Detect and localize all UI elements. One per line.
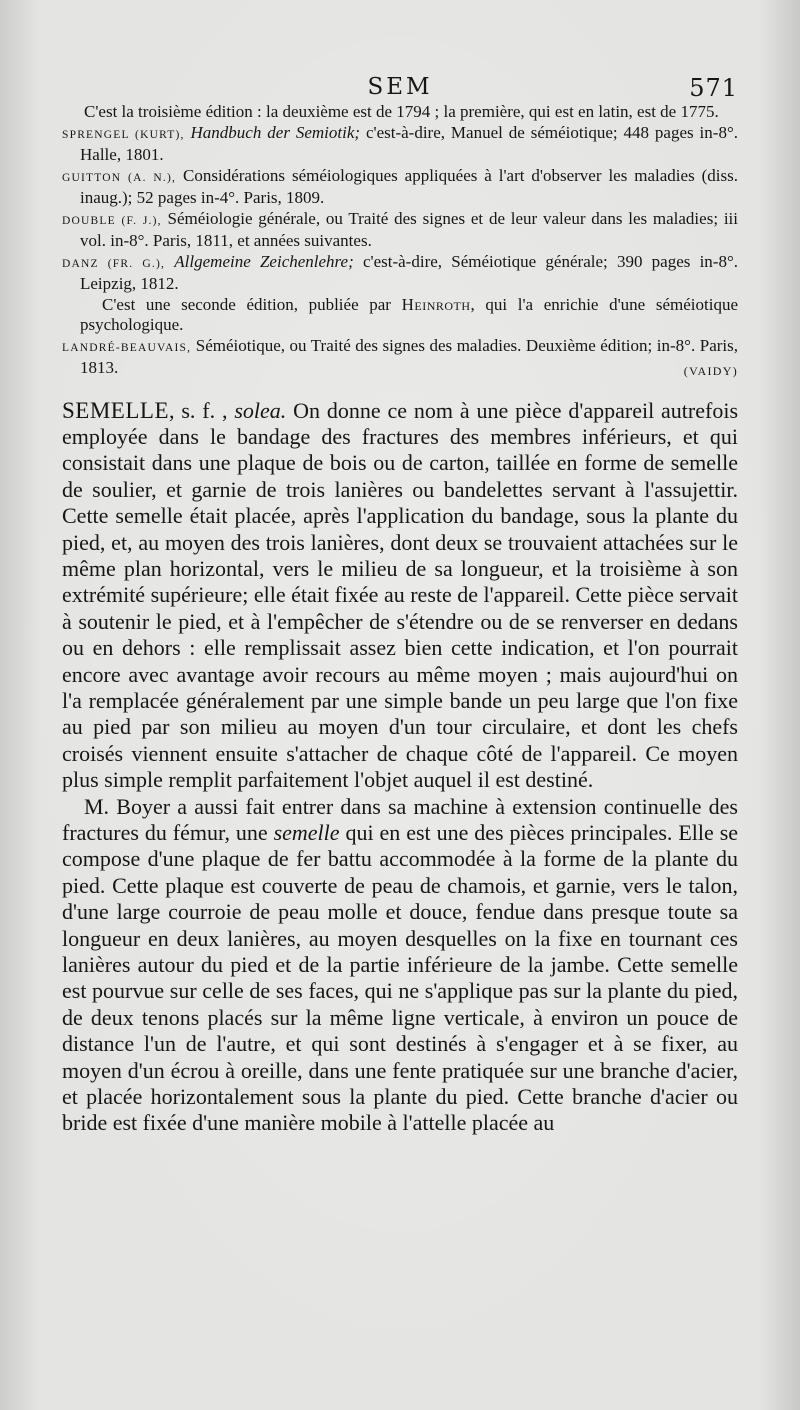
article-paragraph (62, 398, 738, 794)
article-grammar: , s. f. , (169, 397, 228, 423)
entry-author: LANDRÉ-BEAUVAIS, (62, 341, 192, 354)
article-paragraph-text: On donne ce nom à une pièce d'appareil autrefois employée dans le bandage des fractures des membres inférieurs, et qui consistait dans une plaque de bois ou de carton, taillée en forme de semelle de soulier, et garnie de trois lanières ou bandelettes servant à l'assujettir. Cette semelle était placée, après l'application du bandage, sous la plante du pied, et, au moyen des trois lanières, dont deux se trouvaient attachées sur le même plan horizontal, vers le milieu de sa longueur, et la troisième à son extrémité supérieure; elle était fixée au reste de l'appareil. Cette pièce servait à soutenir le pied, et à l'empêcher de s'étendre ou de se renverser en dedans ou en dehors : elle remplissait assez bien cette indication, et l'on pourrait encore avec avantage avoir recours au même moyen ; mais aujourd'hui on l'a remplacée généralement par une simple bande un peu large que l'on fixe au pied par son milieu au moyen d'un tour circulaire, et dont les chefs croisés viennent ensuite s'attacher de chaque côté de l'appareil. Ce moyen plus simple remplit parfaitement l'objet auquel il est destiné. (62, 397, 739, 793)
note-editor-name: Heinroth (401, 294, 471, 314)
article-semelle (62, 398, 738, 1137)
entry-author: DANZ (FR. G.), (62, 257, 166, 270)
bibliography-section (62, 102, 738, 382)
article-paragraph-text: qui en est une des pièces principales. Elle se compose d'une plaque de fer battu accommodée à la forme de la plante du pied. Cette plaque est couverte de peau de chamois, et garnie, vers le talon, d'une large courroie de peau molle et douce, fendue dans presque toute sa longueur en deux lanières, au moyen desquelles on la fixe en tournant ces lanières autour du pied et de la partie inférieure de la jambe. Cette semelle est pourvue sur celle de ses faces, qui ne s'applique pas sur la plante du pied, de deux tenons placés sur la même ligne verticale, à environ un pouce de distance l'un de l'autre, et qui sont destinés à s'engager et à se fixer, au moyen d'un écrou à oreille, dans une fente pratiquée sur une branche d'acier, et placée horizontalement sous la plante du pied. Cette branche d'acier ou bride est fixée d'une manière mobile à l'attelle placée au (62, 820, 739, 1136)
article-paragraph-text: M. Boyer a aussi fait entrer dans sa machine à extension continuelle des fractures du fémur, une (62, 793, 738, 845)
running-title: SEM (367, 74, 433, 100)
entry-details: Séméiotique, ou Traité des signes des maladies. Deuxième édition; in-8°. Paris, 1813. (80, 335, 739, 377)
article-italic-term: semelle (273, 820, 340, 845)
article-paragraph (62, 794, 738, 1137)
article-latin-term: solea. (234, 397, 287, 423)
entry-author: DOUBLE (F. J.), (62, 214, 162, 227)
bibliography-entry (62, 123, 738, 166)
entry-details: Séméiologie générale, ou Traité des signes et de leur valeur dans les maladies; iii vol. in-8°. Paris, 1811, et années suivantes. (80, 208, 738, 250)
entry-title: Allgemeine Zeichenlehre; (174, 251, 354, 271)
running-head (62, 72, 738, 102)
bibliography-entry (62, 336, 738, 379)
entry-author: GUITTON (A. N.), (62, 171, 177, 184)
note-text-after: , qui l'a enrichie d'une séméiotique psychologique. (80, 294, 738, 334)
bibliography-note (62, 295, 738, 336)
entry-details: c'est-à-dire, Séméiotique générale; 390 pages in-8°. Leipzig, 1812. (80, 251, 739, 293)
article-headword: SEMELLE (62, 397, 169, 423)
note-text-before: C'est une seconde édition, publiée par (102, 294, 391, 314)
page-number: 571 (689, 74, 738, 102)
page-content (62, 72, 738, 1137)
bibliography-entry (62, 252, 738, 295)
bibliography-intro-note: C'est la troisième édition : la deuxième est de 1794 ; la première, qui est en latin, est de 1775. (84, 102, 719, 121)
entry-details: c'est-à-dire, Manuel de séméiotique; 448 pages in-8°. Halle, 1801. (80, 122, 738, 164)
entry-author: SPRENGEL (KURT), (62, 128, 185, 141)
entry-title: Handbuch der Semiotik; (190, 122, 361, 142)
bibliography-entry (62, 166, 738, 209)
entry-details: Considérations séméiologiques appliquées à l'art d'observer les maladies (diss. inaug.); 52 pages in-4°. Paris, 1809. (80, 165, 738, 207)
bibliography-entry (62, 209, 738, 252)
author-signature: (VAIDY) (683, 364, 738, 378)
